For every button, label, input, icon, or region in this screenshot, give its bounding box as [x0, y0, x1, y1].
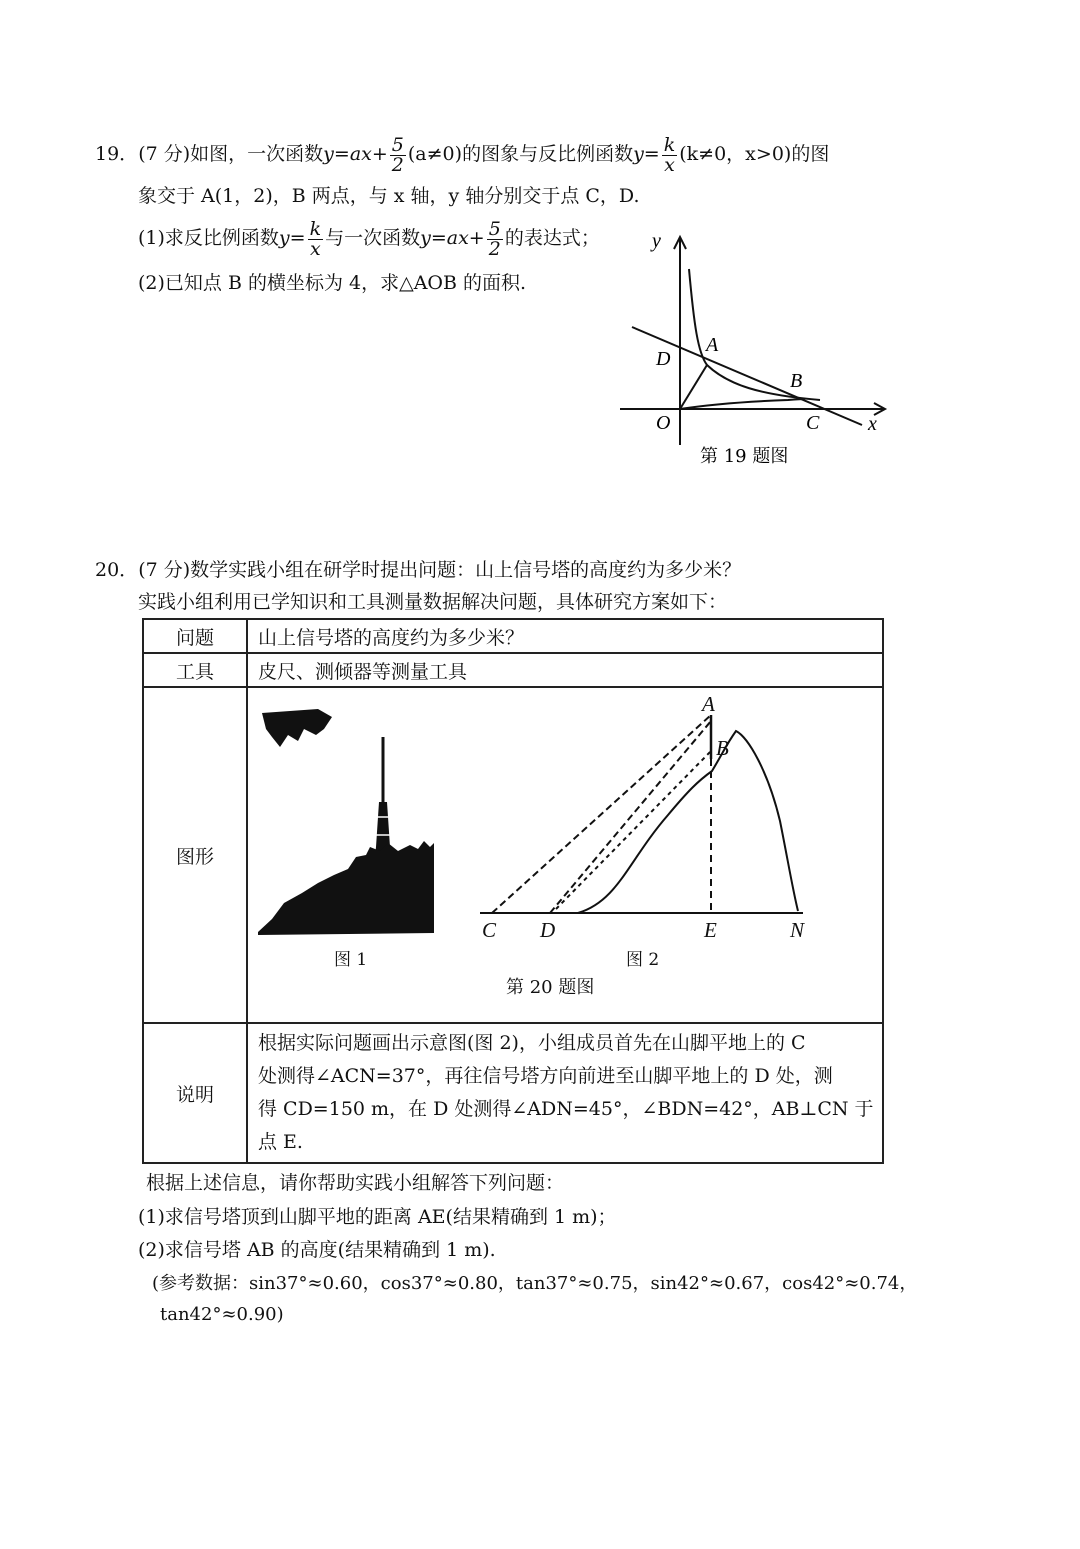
label-c: C: [482, 918, 497, 942]
q20-score: (7 分): [138, 559, 191, 581]
q19-cond-a: (a≠0): [407, 143, 463, 165]
fig2-caption: 图 2: [626, 950, 660, 970]
note-line-4: 点 E.: [258, 1131, 303, 1153]
row-note-value: [247, 1023, 883, 1163]
q19-linear-lhs: y=ax+: [323, 143, 388, 165]
q19-inv-lhs: y=: [633, 143, 660, 165]
q20-line-1: [95, 557, 741, 583]
segment-oa: [680, 365, 707, 409]
q19-line-2: 象交于 A(1，2)，B 两点，与 x 轴，y 轴分别交于点 C，D.: [138, 185, 640, 207]
q20-number: 20．: [95, 559, 139, 581]
label-c: C: [806, 412, 820, 434]
q20-part-1: (1)求信号塔顶到山脚平地的距离 AE(结果精确到 1 m)；: [138, 1206, 617, 1228]
fig1-caption: 图 1: [334, 950, 368, 970]
fig1-tower-silhouette: [258, 707, 458, 947]
sight-line-da: [550, 721, 711, 913]
q20-part-2: (2)求信号塔 AB 的高度(结果精确到 1 m).: [138, 1239, 496, 1261]
q19-text-1a: 如图，一次函数: [190, 143, 324, 165]
q19-line-1: [95, 134, 829, 175]
q20-figure-caption: 第 20 题图: [506, 977, 595, 998]
label-e: E: [704, 918, 717, 942]
q19-fraction-k-x: $\frac{k}{x}$: [663, 133, 676, 176]
label-b: B: [716, 736, 729, 760]
label-d: D: [540, 918, 556, 942]
q19-text-1c: 的图: [791, 143, 830, 165]
label-a: A: [706, 334, 719, 356]
q20-text-1: 数学实践小组在研学时提出问题：山上信号塔的高度约为多少米？: [190, 559, 742, 581]
linear-function-line: [632, 327, 862, 425]
row-note-key: 说明: [143, 1023, 247, 1163]
q20-reference-2: tan42°≈0.90): [160, 1304, 284, 1325]
q19-text-1b: 的图象与反比例函数: [462, 143, 634, 165]
q20-reference-1: (参考数据：sin37°≈0.60，cos37°≈0.80，tan37°≈0.75，sin42°≈0.67，cos42°≈0.74，: [152, 1273, 918, 1294]
hill-silhouette: [258, 841, 434, 935]
sight-line-db: [556, 751, 711, 909]
tree-silhouette: [262, 709, 332, 747]
label-b: B: [790, 370, 803, 392]
label-y: y: [652, 230, 661, 252]
label-a: A: [702, 692, 715, 716]
mountain-profile: [578, 731, 798, 913]
q20-after-line: 根据上述信息，请你帮助实践小组解答下列问题：: [146, 1172, 565, 1194]
q19-figure: [610, 225, 910, 475]
row-tools-value: 皮尺、测倾器等测量工具: [247, 653, 883, 687]
label-d: D: [656, 348, 671, 370]
fig2-schematic: [468, 692, 828, 951]
q19-figure-caption: 第 19 题图: [700, 446, 789, 467]
row-figure-cell: [247, 687, 883, 1023]
q20-line-2: 实践小组利用已学知识和工具测量数据解决问题，具体研究方案如下：: [138, 591, 728, 613]
note-line-2: 处测得∠ACN=37°，再往信号塔方向前进至山脚平地上的 D 处，测: [258, 1065, 833, 1087]
q19-fraction-5-2: $\frac{5}{2}$: [391, 133, 404, 176]
row-tools-key: 工具: [143, 653, 247, 687]
q19-number: 19．: [95, 143, 139, 165]
q19-cond-k: (k≠0，x>0): [679, 143, 792, 165]
note-line-1: 根据实际问题画出示意图(图 2)，小组成员首先在山脚平地上的 C: [258, 1032, 806, 1054]
label-n: N: [790, 918, 805, 942]
label-x: x: [868, 413, 877, 435]
note-line-3: 得 CD=150 m，在 D 处测得∠ADN=45°，∠BDN=42°，AB⊥CN 于: [258, 1098, 874, 1120]
q19-part-2: (2)已知点 B 的横坐标为 4，求△AOB 的面积.: [138, 272, 527, 294]
q19-score: (7 分): [138, 143, 191, 165]
row-question-value: 山上信号塔的高度约为多少米？: [247, 619, 883, 653]
research-plan-table: [142, 618, 884, 1164]
sight-line-ca: [492, 715, 711, 913]
label-o: O: [656, 412, 671, 434]
row-question-key: 问题: [143, 619, 247, 653]
segment-ob: [680, 399, 803, 409]
row-figure-key: 图形: [143, 687, 247, 1023]
q19-part-1: (1)求反比例函数y= $\frac{k}{x}$ 与一次函数y=ax+ $\frac{5}{2}$ 的表达式；: [138, 217, 600, 260]
